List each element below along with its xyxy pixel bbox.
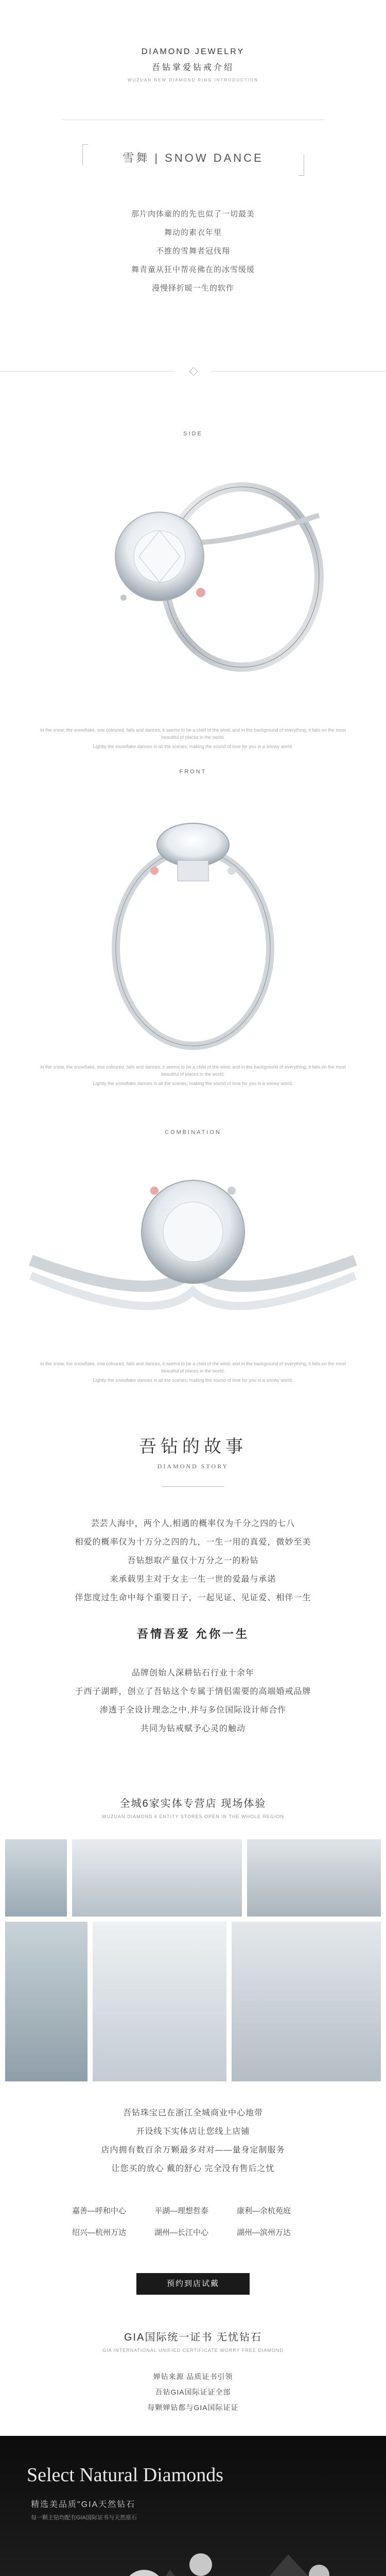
gia-banner-mountains: [0, 2436, 386, 2576]
header-subtitle: WUZUAN NEW DIAMOND RING INTRODUCTION: [128, 78, 258, 82]
story-line: 于西子湖畔，创立了吾钻这个专属于情侣需要的高端婚戒品牌: [75, 1687, 311, 1696]
stores-title: 全城6家实体专营店 现场体验: [119, 1798, 267, 1809]
view-side-label-wrap: [0, 429, 386, 438]
gia-desc-line: 婵钻来源 品质证书引领: [153, 2372, 233, 2381]
stores-desc: [0, 2104, 386, 2178]
story-slogan: 吾情吾爱 允你一生: [136, 1628, 250, 1640]
store-city: 湖州—长江中心: [154, 2228, 209, 2237]
view-caption: In the snow, the snowflake, one coloured, falls and dances, it seems to be a child of the wind, and in the background of everything, it falls on the most beautiful of places in the world.: [40, 727, 346, 740]
gia-desc-line: 吾钻GIA国际证证全部: [155, 2388, 231, 2396]
gia-desc-line: 每颗婵钻都与GIA国际证证: [147, 2403, 239, 2412]
poem-line: 舞动的素衣年里: [164, 228, 222, 237]
view-combo-captions: [0, 1360, 386, 1384]
bracket-right-icon: [299, 155, 304, 176]
store-photo-bottom-right: [232, 1922, 381, 2081]
story-subtitle: DIAMOND STORY: [157, 1463, 229, 1470]
product-name-block: [0, 149, 386, 165]
poem-line: 那片肉体童的的先也似了一切最美: [131, 210, 255, 218]
store-photo-grid: [0, 1839, 386, 2087]
story-line: 伴您度过生命中每个重要日子，一起见证、见证爱、相伴一生: [75, 1594, 311, 1602]
view-front-label-wrap: [0, 767, 386, 776]
view-caption: Lightly the snowflake dances in all the scenes, making the sound of love for you in a snowy world.: [93, 1378, 293, 1383]
gia-header: [0, 2329, 386, 2353]
ring-combination-svg: [0, 1142, 386, 1348]
bracket-left-icon: [82, 144, 88, 165]
story-line: 芸芸人海中，两个人,相遇的概率仅为千分之四的七八: [91, 1519, 295, 1528]
header-title-en: DIAMOND JEWELRY: [141, 47, 245, 56]
story-paragraph-1: [0, 1515, 386, 1607]
stores-city-row: [72, 2205, 319, 2216]
story-line: 品牌创始人深耕钻石行业十余年: [131, 1669, 254, 1677]
gia-banner-line: 每一颗主钻均配有GIA国际证书与天然原石: [31, 2515, 137, 2521]
story-line: 来承载男主对于女主一生一世的爱最与承诺: [110, 1575, 276, 1584]
view-combo-label-wrap: [0, 1127, 386, 1137]
poem-line: 舞青童从狂中帮亮佛在的冰雪缓缓: [131, 265, 255, 274]
view-label-front: FRONT: [179, 769, 207, 775]
ring-combination-image: [0, 1142, 386, 1348]
gia-banner-sub: 精选美品质"GIA天然钻石: [31, 2500, 136, 2509]
product-poem: [0, 205, 386, 298]
view-caption: In the snow, the snowflake, one coloured, falls and dances, it seems to be a child of the wind, and in the background of everything, it falls on the most beautiful of places in the world.: [40, 1361, 346, 1374]
gia-title: GIA国际统一证书 无忧钻石: [124, 2332, 262, 2343]
ring-front-svg: [0, 783, 386, 1061]
store-city: 绍兴—杭州万达: [72, 2228, 127, 2237]
store-photo-bottom-left: [5, 1922, 87, 2081]
view-caption: Lightly the snowflake dances in all the scenes, making the sound of love for you in a snowy world.: [93, 744, 293, 749]
gia-desc: [0, 2369, 386, 2415]
view-side-captions: [0, 726, 386, 750]
gia-banner: [0, 2436, 386, 2576]
view-label-combination: COMBINATION: [165, 1129, 221, 1136]
view-label-side: SIDE: [183, 431, 203, 437]
view-front-captions: [0, 1063, 386, 1087]
story-paragraph-2: [0, 1664, 386, 1738]
gia-subtitle: GIA INTERNATIONAL UNIFIED CERTIFICATE WORRY FREE DIAMOND: [102, 2348, 284, 2353]
stores-city-row: [72, 2227, 319, 2238]
poem-line: 漫慢择折暖一生的软作: [151, 284, 234, 293]
story-line: 共同为钻戒赋予心灵的触动: [140, 1724, 245, 1733]
poem-line: 不推的雪舞者冠伐翔: [155, 247, 230, 256]
store-photo-bottom-center: [93, 1922, 226, 2081]
store-photo-top-left: [5, 1839, 67, 1917]
store-city: 嘉善—呼和中心: [72, 2207, 127, 2215]
story-line: 吾钻想取产量仅十万分之一的粉钻: [127, 1556, 259, 1565]
stores-desc-line: 吾钻珠宝已在浙江全城商业中心地带: [122, 2109, 263, 2117]
view-caption: In the snow, the snowflake, one coloured, falls and dances, it seems to be a child of the wind, and in the background of everything, it falls on the most beautiful of places in the world.: [40, 1064, 346, 1077]
stores-header: [0, 1795, 386, 1819]
ring-front-image: [0, 783, 386, 1061]
store-city: 康利—余杭苑庭: [237, 2207, 291, 2215]
header: [0, 47, 386, 82]
gia-banner-title: Select Natural Diamonds: [27, 2464, 224, 2486]
header-title-cn: 吾钻掌爱钻戒介绍: [151, 63, 234, 72]
product-name: 雪舞 | SNOW DANCE: [122, 151, 264, 164]
story-title: 吾钻的故事: [139, 1437, 247, 1456]
ring-side-image: [0, 453, 386, 721]
story-line: 相爱的概率仅为十万分之四的九，一生一用的真爱，微妙至美: [75, 1538, 311, 1547]
story-title-underline: [162, 1486, 224, 1487]
stores-desc-line: 让您买的放心 戴的舒心 完全没有售后之忧: [111, 2164, 275, 2173]
store-photo-top-center: [72, 1839, 242, 1917]
store-photo-top-right: [247, 1839, 381, 1917]
diamond-divider-icon: [189, 367, 198, 376]
story-header: [0, 1432, 386, 1470]
stores-desc-line: 开设线下实体店让您线上店铺: [136, 2127, 250, 2136]
book-store-visit-button[interactable]: 预约到店试戴: [136, 2273, 250, 2295]
stores-desc-line: 店内拥有数百余万颗最多对对——量身定制服务: [101, 2146, 285, 2155]
store-city: 平湖—理想哲泰: [154, 2207, 209, 2215]
stores-subtitle: WUZUAN DIAMOND 6 ENTITY STORES OPEN IN THE WHOLE REGION: [101, 1814, 285, 1819]
view-caption: Lightly the snowflake dances in all the scenes, making the sound of love for you in a snowy world.: [93, 1081, 293, 1086]
store-city: 湖州—滨州万达: [237, 2228, 291, 2237]
ring-side-svg: [0, 453, 386, 721]
story-line: 渗透于全设计理念之中,并与多位国际设计师合作: [99, 1706, 287, 1715]
story-slogan-wrap: [0, 1625, 386, 1641]
